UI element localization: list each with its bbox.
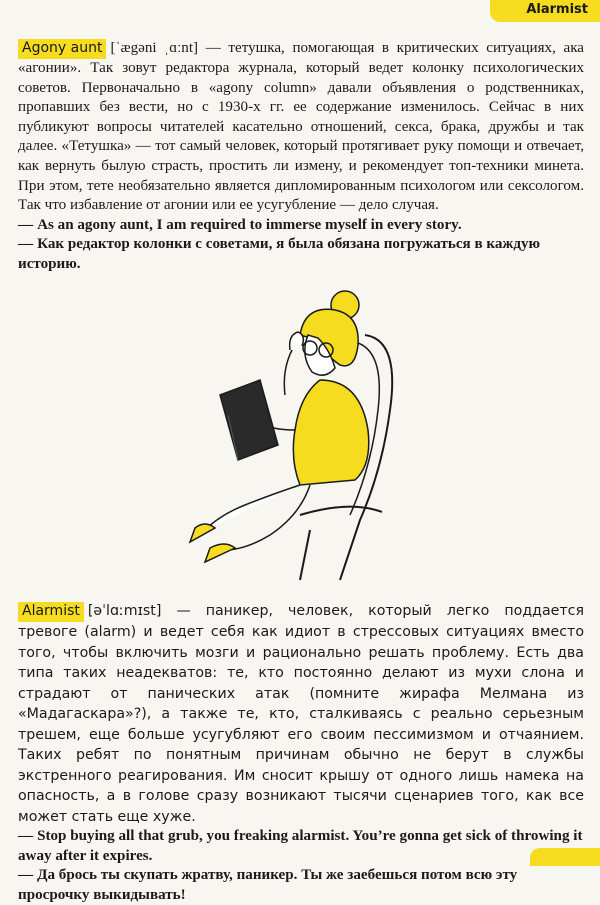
transcription: [ˈægəni ˌɑːnt] [110, 40, 199, 56]
dash: — [18, 216, 34, 233]
definition-text: — паникер, человек, который легко поддается тревоге (alarm) и ведет себя как идиот в стрессовых ситуациях вместо того, чтобы включить мозги и рационально решать проблему. Есть два типа таких неадекватов: те, кто постоянно делают из мухи слона и страдают от панических атак (помните жирафа Мелмана из «Мадагаскара»?), а также те, кто, сталкиваясь с реально серьезным трешем, еще больше усугубляют его своим пессимизмом и отчаянием. Таких ребят по понятным причинам обычно не берут в службы экстренного реагирования. Им сносит крышу от одного лишь намека на опасность, а в голове сразу возникают тысячи сценариев того, как все может стать еще хуже. [18, 603, 585, 825]
example-russian [18, 866, 584, 905]
woman-reading-in-chair-illustration [150, 280, 450, 580]
transcription: [əˈlɑːmɪst] [87, 603, 162, 619]
dash: — [18, 236, 34, 253]
example-english-text: As an agony aunt, I am required to immerse myself in every story. [37, 216, 462, 233]
entry-agony-aunt [18, 39, 584, 275]
term-badge: Agony aunt [18, 39, 106, 59]
example-english [18, 216, 584, 236]
example-english-text: Stop buying all that grub, you freaking alarmist. You’re gonna get sick of throwing it away after it expires. [18, 828, 583, 864]
entry-alarmist [18, 601, 584, 905]
dash: — [18, 867, 34, 884]
example-russian [18, 235, 584, 274]
example-russian-text: Да брось ты скупать жратву, паникер. Ты же заебешься потом всю эту просрочку выкидывать! [18, 867, 518, 903]
example-russian-text: Как редактор колонки с советами, я была обязана погружаться в каждую историю. [18, 236, 541, 272]
section-title: Alarmist [526, 2, 588, 17]
term-badge: Alarmist [18, 602, 84, 622]
dash: — [18, 828, 34, 844]
entry-definition-paragraph [18, 601, 584, 827]
definition-text: — тетушка, помогающая в критических ситуациях, ака «агонии». Так зовут редактора журнала, который ведет колонку психологических советов. Первоначально в «agony column» давали объявления о родственниках, пропавших без вести, но с 1930-х гг. ее содержание изменилось. Сейчас в них публикуют вопросы читателей касательно отношений, секса, брака, дружбы и так далее. «Тетушка» — тот самый человек, который протягивает руку помощи и отвечает, как вернуть былую страсть, простить ли измену, и рекомендует топ-техники минета. При этом, тете необязательно является дипломированным психологом или сексологом. Так что избавление от агонии или ее усугубление — дело случая. [18, 40, 585, 214]
corner-accent [530, 848, 600, 866]
example-english [18, 827, 584, 866]
entry-definition-paragraph [18, 39, 584, 216]
